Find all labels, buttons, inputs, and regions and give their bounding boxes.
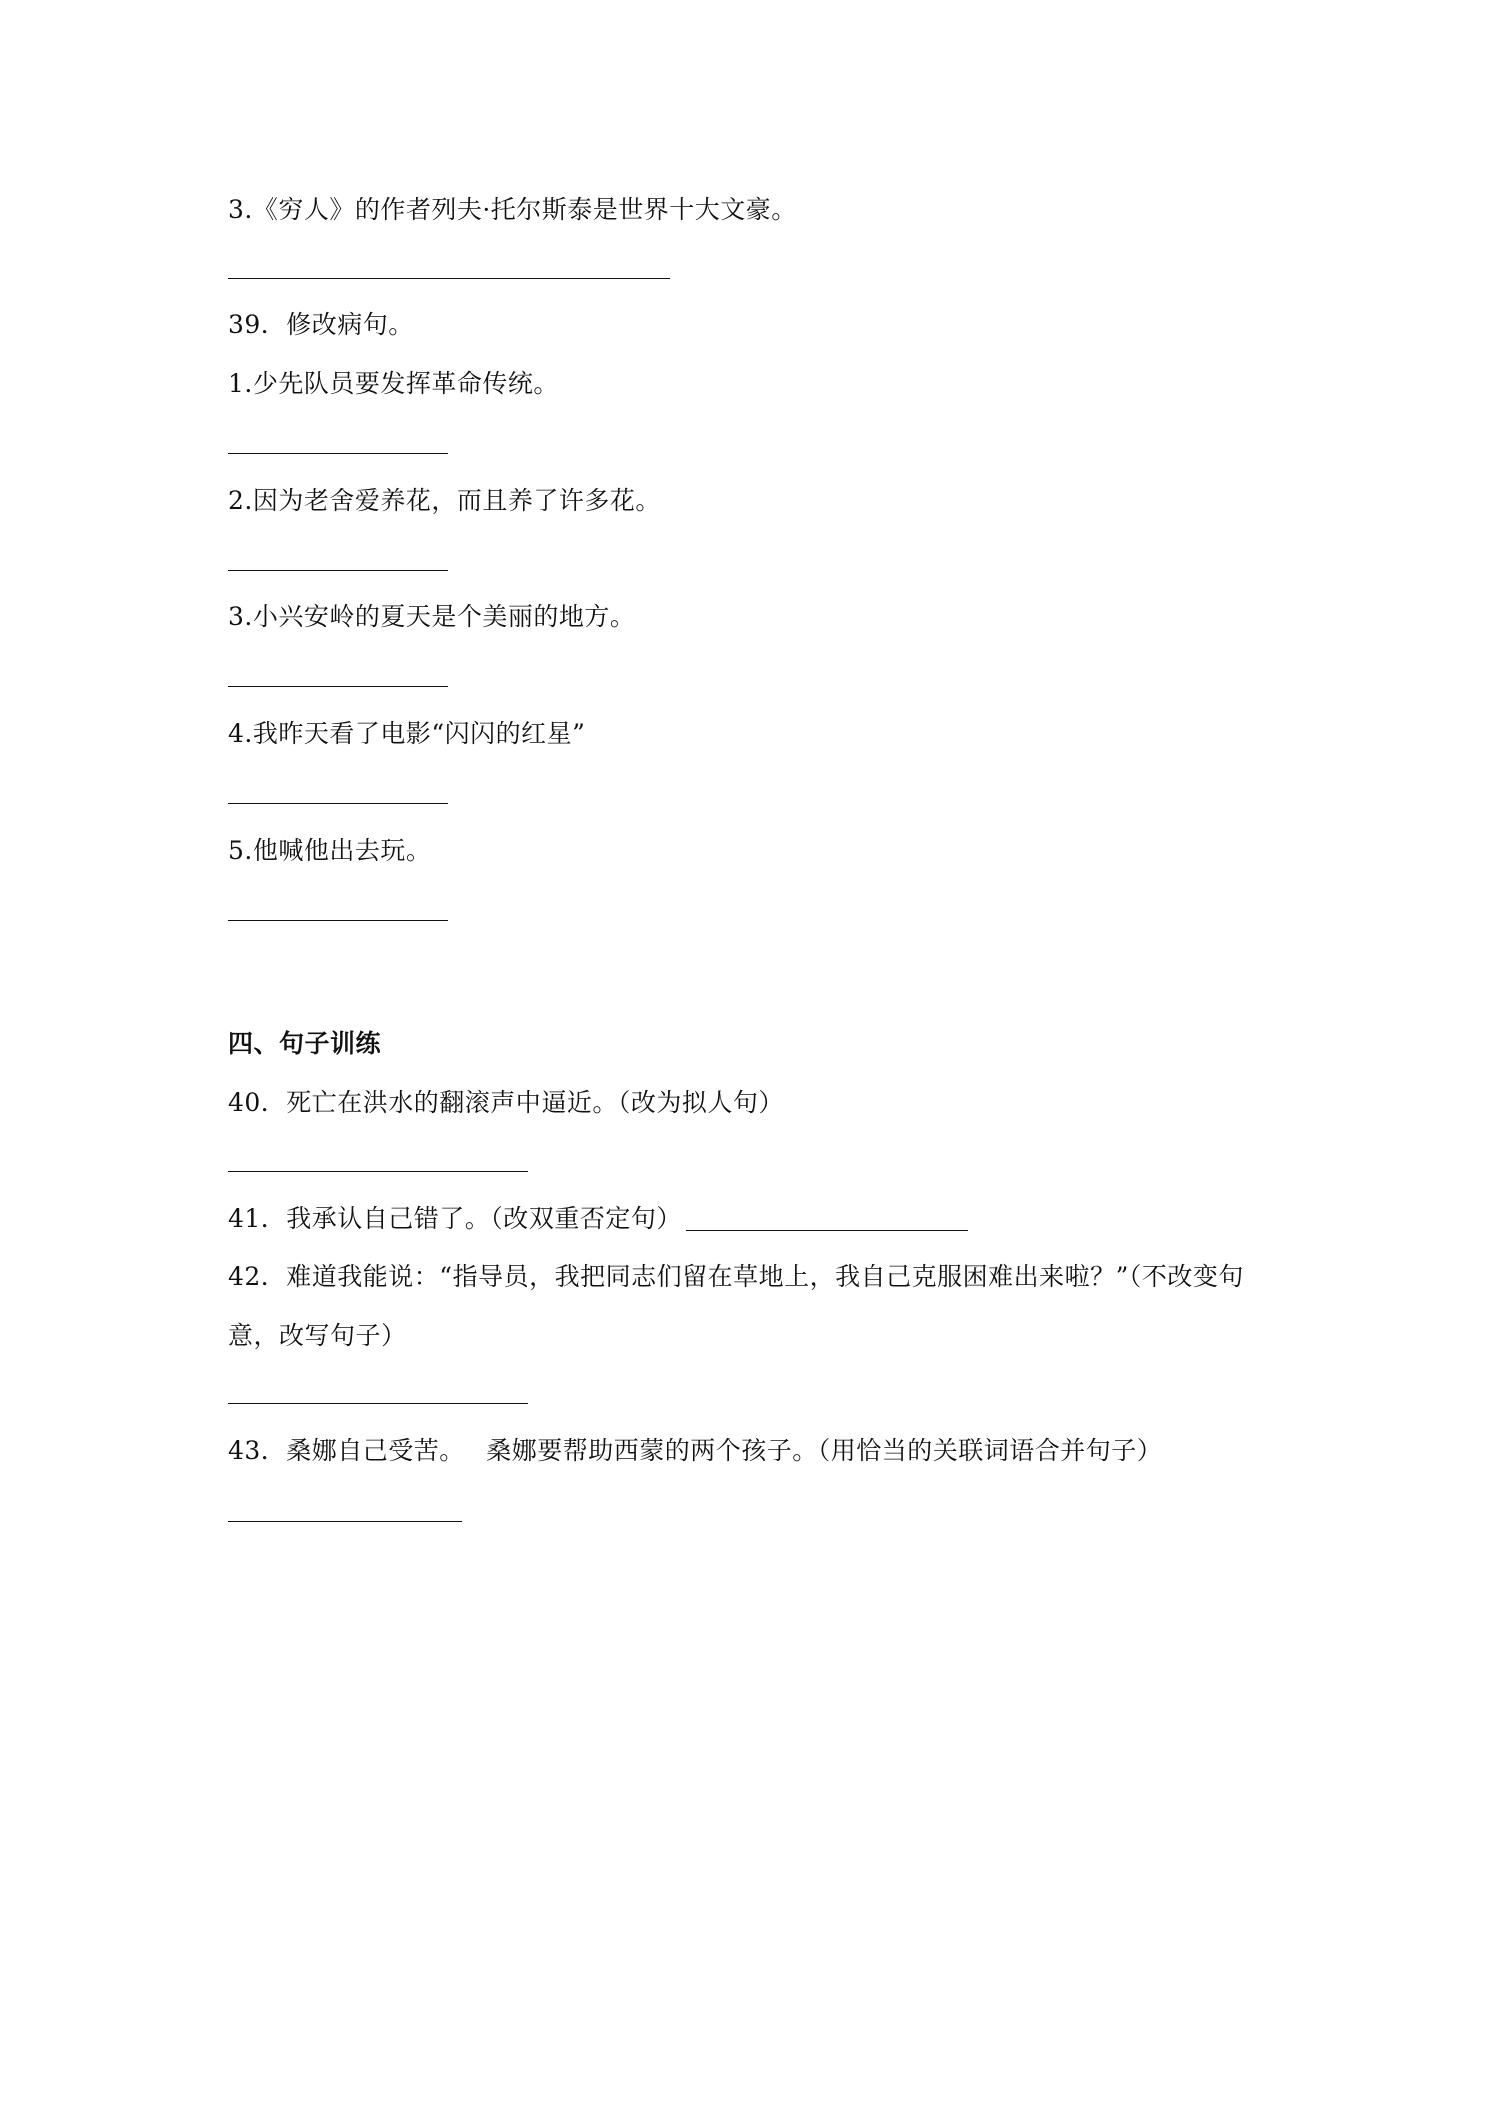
q39-item-2-answer-blank[interactable] xyxy=(228,570,448,571)
q42-prompt-line-2: 意，改写句子） xyxy=(228,1321,407,1350)
q39-item-1: 1.少先队员要发挥革命传统。 xyxy=(228,369,559,398)
section-4-heading: 四、句子训练 xyxy=(228,1029,382,1058)
q39-item-4-answer-blank[interactable] xyxy=(228,803,448,804)
q43-prompt: 43．桑娜自己受苦。 桑娜要帮助西蒙的两个孩子。（用恰当的关联词语合并句子） xyxy=(228,1436,1163,1465)
q41-prompt: 41．我承认自己错了。（改双重否定句） xyxy=(228,1204,682,1233)
q39-item-4: 4.我昨天看了电影“闪闪的红星” xyxy=(228,719,586,748)
q39-item-5: 5.他喊他出去玩。 xyxy=(228,836,432,865)
q40-prompt: 40．死亡在洪水的翻滚声中逼近。（改为拟人句） xyxy=(228,1088,784,1117)
q41-answer-blank[interactable] xyxy=(686,1230,968,1231)
q40-answer-blank[interactable] xyxy=(228,1171,528,1172)
q38-item-3: 3.《穷人》的作者列夫·托尔斯泰是世界十大文豪。 xyxy=(228,195,797,224)
q39-item-3-answer-blank[interactable] xyxy=(228,686,448,687)
q39-item-2: 2.因为老舍爱养花，而且养了许多花。 xyxy=(228,486,661,515)
q43-answer-blank[interactable] xyxy=(228,1521,462,1522)
q42-prompt-line-1: 42．难道我能说：“指导员，我把同志们留在草地上，我自己克服困难出来啦？”（不改变句 xyxy=(228,1262,1244,1291)
q41-row xyxy=(228,1203,968,1235)
q38-item-3-answer-blank[interactable] xyxy=(228,278,670,279)
q39-item-5-answer-blank[interactable] xyxy=(228,920,448,921)
q39-title: 39．修改病句。 xyxy=(228,310,414,339)
q42-answer-blank[interactable] xyxy=(228,1403,528,1404)
q39-item-1-answer-blank[interactable] xyxy=(228,453,448,454)
q39-item-3: 3.小兴安岭的夏天是个美丽的地方。 xyxy=(228,602,636,631)
